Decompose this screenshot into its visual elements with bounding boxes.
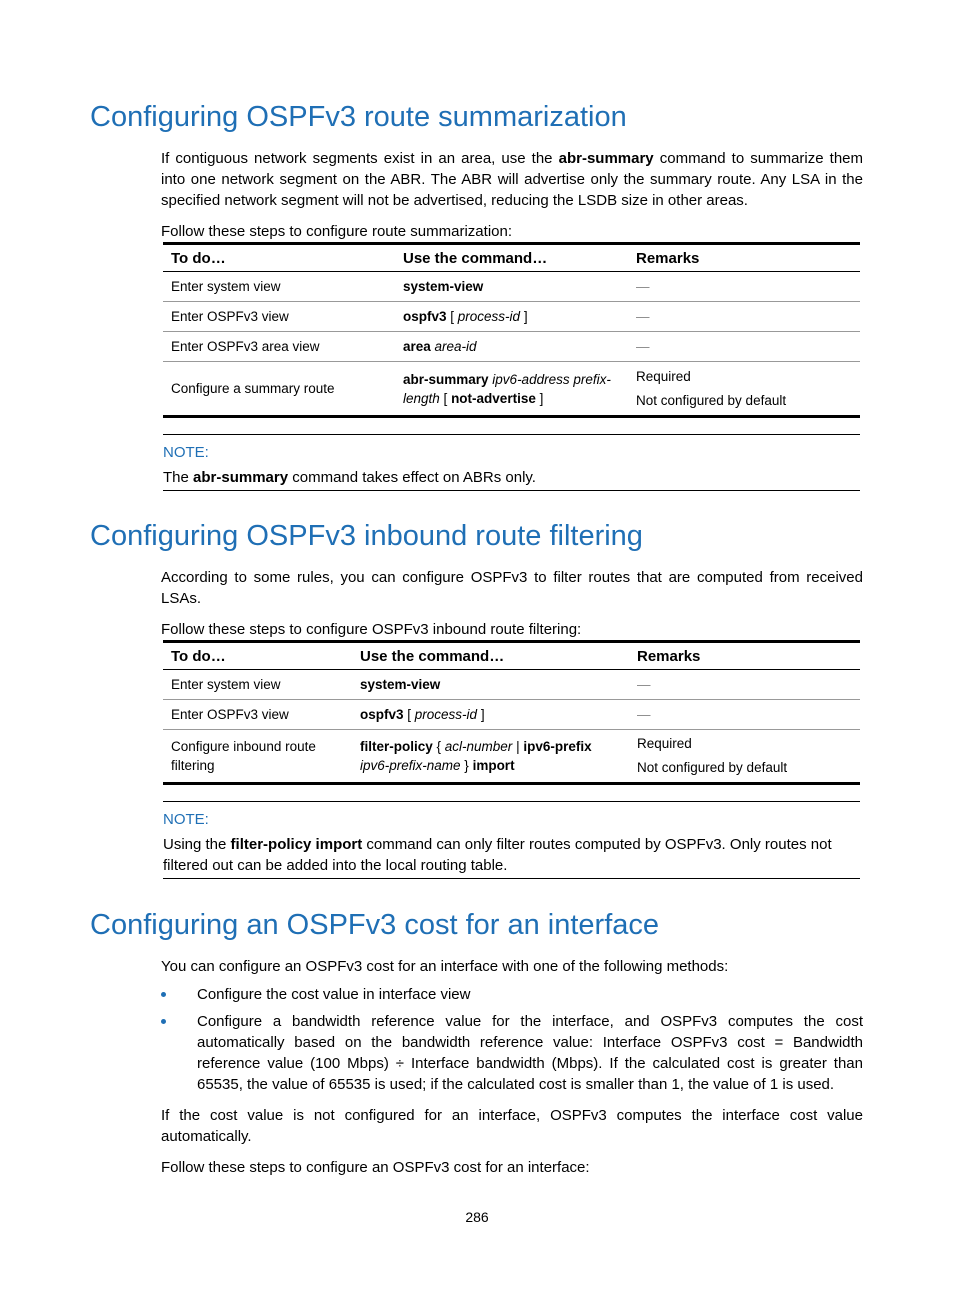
table-header-row	[163, 244, 860, 272]
remark-cell: —	[629, 670, 860, 700]
command-table	[163, 242, 860, 418]
column-header: Remarks	[629, 642, 860, 670]
column-header: Use the command…	[352, 642, 629, 670]
note-text: Using the filter-policy import command can only filter routes computed by OSPFv3. Only routes not filtered out can be added into the local routing table.	[163, 836, 832, 874]
bullet-icon	[161, 1019, 166, 1024]
table-row	[163, 272, 860, 302]
list-item: Configure a bandwidth reference value for the interface, and OSPFv3 computes the cost automatically based on the bandwidth reference value: Interface OSPFv3 cost = Bandwidth reference value (100 Mbps) ÷ Interface bandwidth (Mbps). If the calculated cost is greater than 65535, the value of 65535 is used; if the calculated cost is smaller than 1, the value of 1 is used.	[161, 1011, 863, 1095]
column-header: Use the command…	[395, 244, 628, 272]
column-header: To do…	[163, 244, 395, 272]
remark-cell: Required Not configured by default	[629, 730, 860, 784]
command-cell: ospfv3 [ process-id ]	[352, 700, 629, 730]
todo-cell: Enter OSPFv3 view	[163, 700, 352, 730]
column-header: Remarks	[628, 244, 860, 272]
remark-cell: —	[629, 700, 860, 730]
todo-cell: Configure a summary route	[163, 362, 395, 417]
command-cell: ospfv3 [ process-id ]	[395, 302, 628, 332]
remark-cell: —	[628, 272, 860, 302]
note-box	[163, 801, 860, 879]
command-cell: system-view	[352, 670, 629, 700]
remark-cell: —	[628, 332, 860, 362]
todo-cell: Enter system view	[163, 670, 352, 700]
method-list	[161, 984, 863, 1101]
section-title-inbound-filtering: Configuring OSPFv3 inbound route filtering	[90, 520, 643, 552]
todo-cell: Enter OSPFv3 view	[163, 302, 395, 332]
table-row	[163, 670, 860, 700]
note-box	[163, 434, 860, 491]
page-number: 286	[465, 1209, 489, 1225]
command-cell: abr-summary ipv6-address prefix-length [ not-advertise ]	[395, 362, 628, 417]
note-label: NOTE:	[163, 811, 209, 828]
column-header: To do…	[163, 642, 352, 670]
table-header-row	[163, 642, 860, 670]
table-row	[163, 362, 860, 417]
list-item: Configure the cost value in interface view	[161, 984, 863, 1005]
todo-cell: Enter OSPFv3 area view	[163, 332, 395, 362]
cost-paragraph: If the cost value is not configured for an interface, OSPFv3 computes the interface cost value automatically.	[161, 1107, 863, 1145]
command-table	[163, 640, 860, 785]
note-text: The abr-summary command takes effect on ABRs only.	[163, 469, 536, 486]
command-cell: system-view	[395, 272, 628, 302]
remark-cell: —	[628, 302, 860, 332]
note-label: NOTE:	[163, 444, 209, 461]
remark-cell: Required Not configured by default	[628, 362, 860, 417]
table-row	[163, 302, 860, 332]
section-title-interface-cost: Configuring an OSPFv3 cost for an interface	[90, 909, 660, 941]
command-cell: area area-id	[395, 332, 628, 362]
follow-steps-text: Follow these steps to configure an OSPFv3 cost for an interface:	[161, 1159, 590, 1176]
todo-cell: Enter system view	[163, 272, 395, 302]
intro-paragraph: If contiguous network segments exist in an area, use the abr-summary command to summarize them into one network segment on the ABR. The ABR will advertise only the summary route. Any LSA in the specified network segment will not be advertised, reducing the LSDB size in other areas.	[161, 150, 864, 209]
todo-cell: Configure inbound route filtering	[163, 730, 352, 784]
table-row	[163, 700, 860, 730]
table-row	[163, 332, 860, 362]
intro-paragraph: You can configure an OSPFv3 cost for an interface with one of the following methods:	[161, 958, 729, 975]
bullet-icon	[161, 992, 166, 997]
follow-steps-text: Follow these steps to configure OSPFv3 inbound route filtering:	[161, 621, 582, 638]
intro-paragraph: According to some rules, you can configure OSPFv3 to filter routes that are computed from received LSAs.	[161, 569, 863, 607]
follow-steps-text: Follow these steps to configure route summarization:	[161, 223, 512, 240]
table-row	[163, 730, 860, 784]
section-title-route-summarization: Configuring OSPFv3 route summarization	[90, 101, 627, 133]
command-cell: filter-policy { acl-number | ipv6-prefix ipv6-prefix-name } import	[352, 730, 629, 784]
